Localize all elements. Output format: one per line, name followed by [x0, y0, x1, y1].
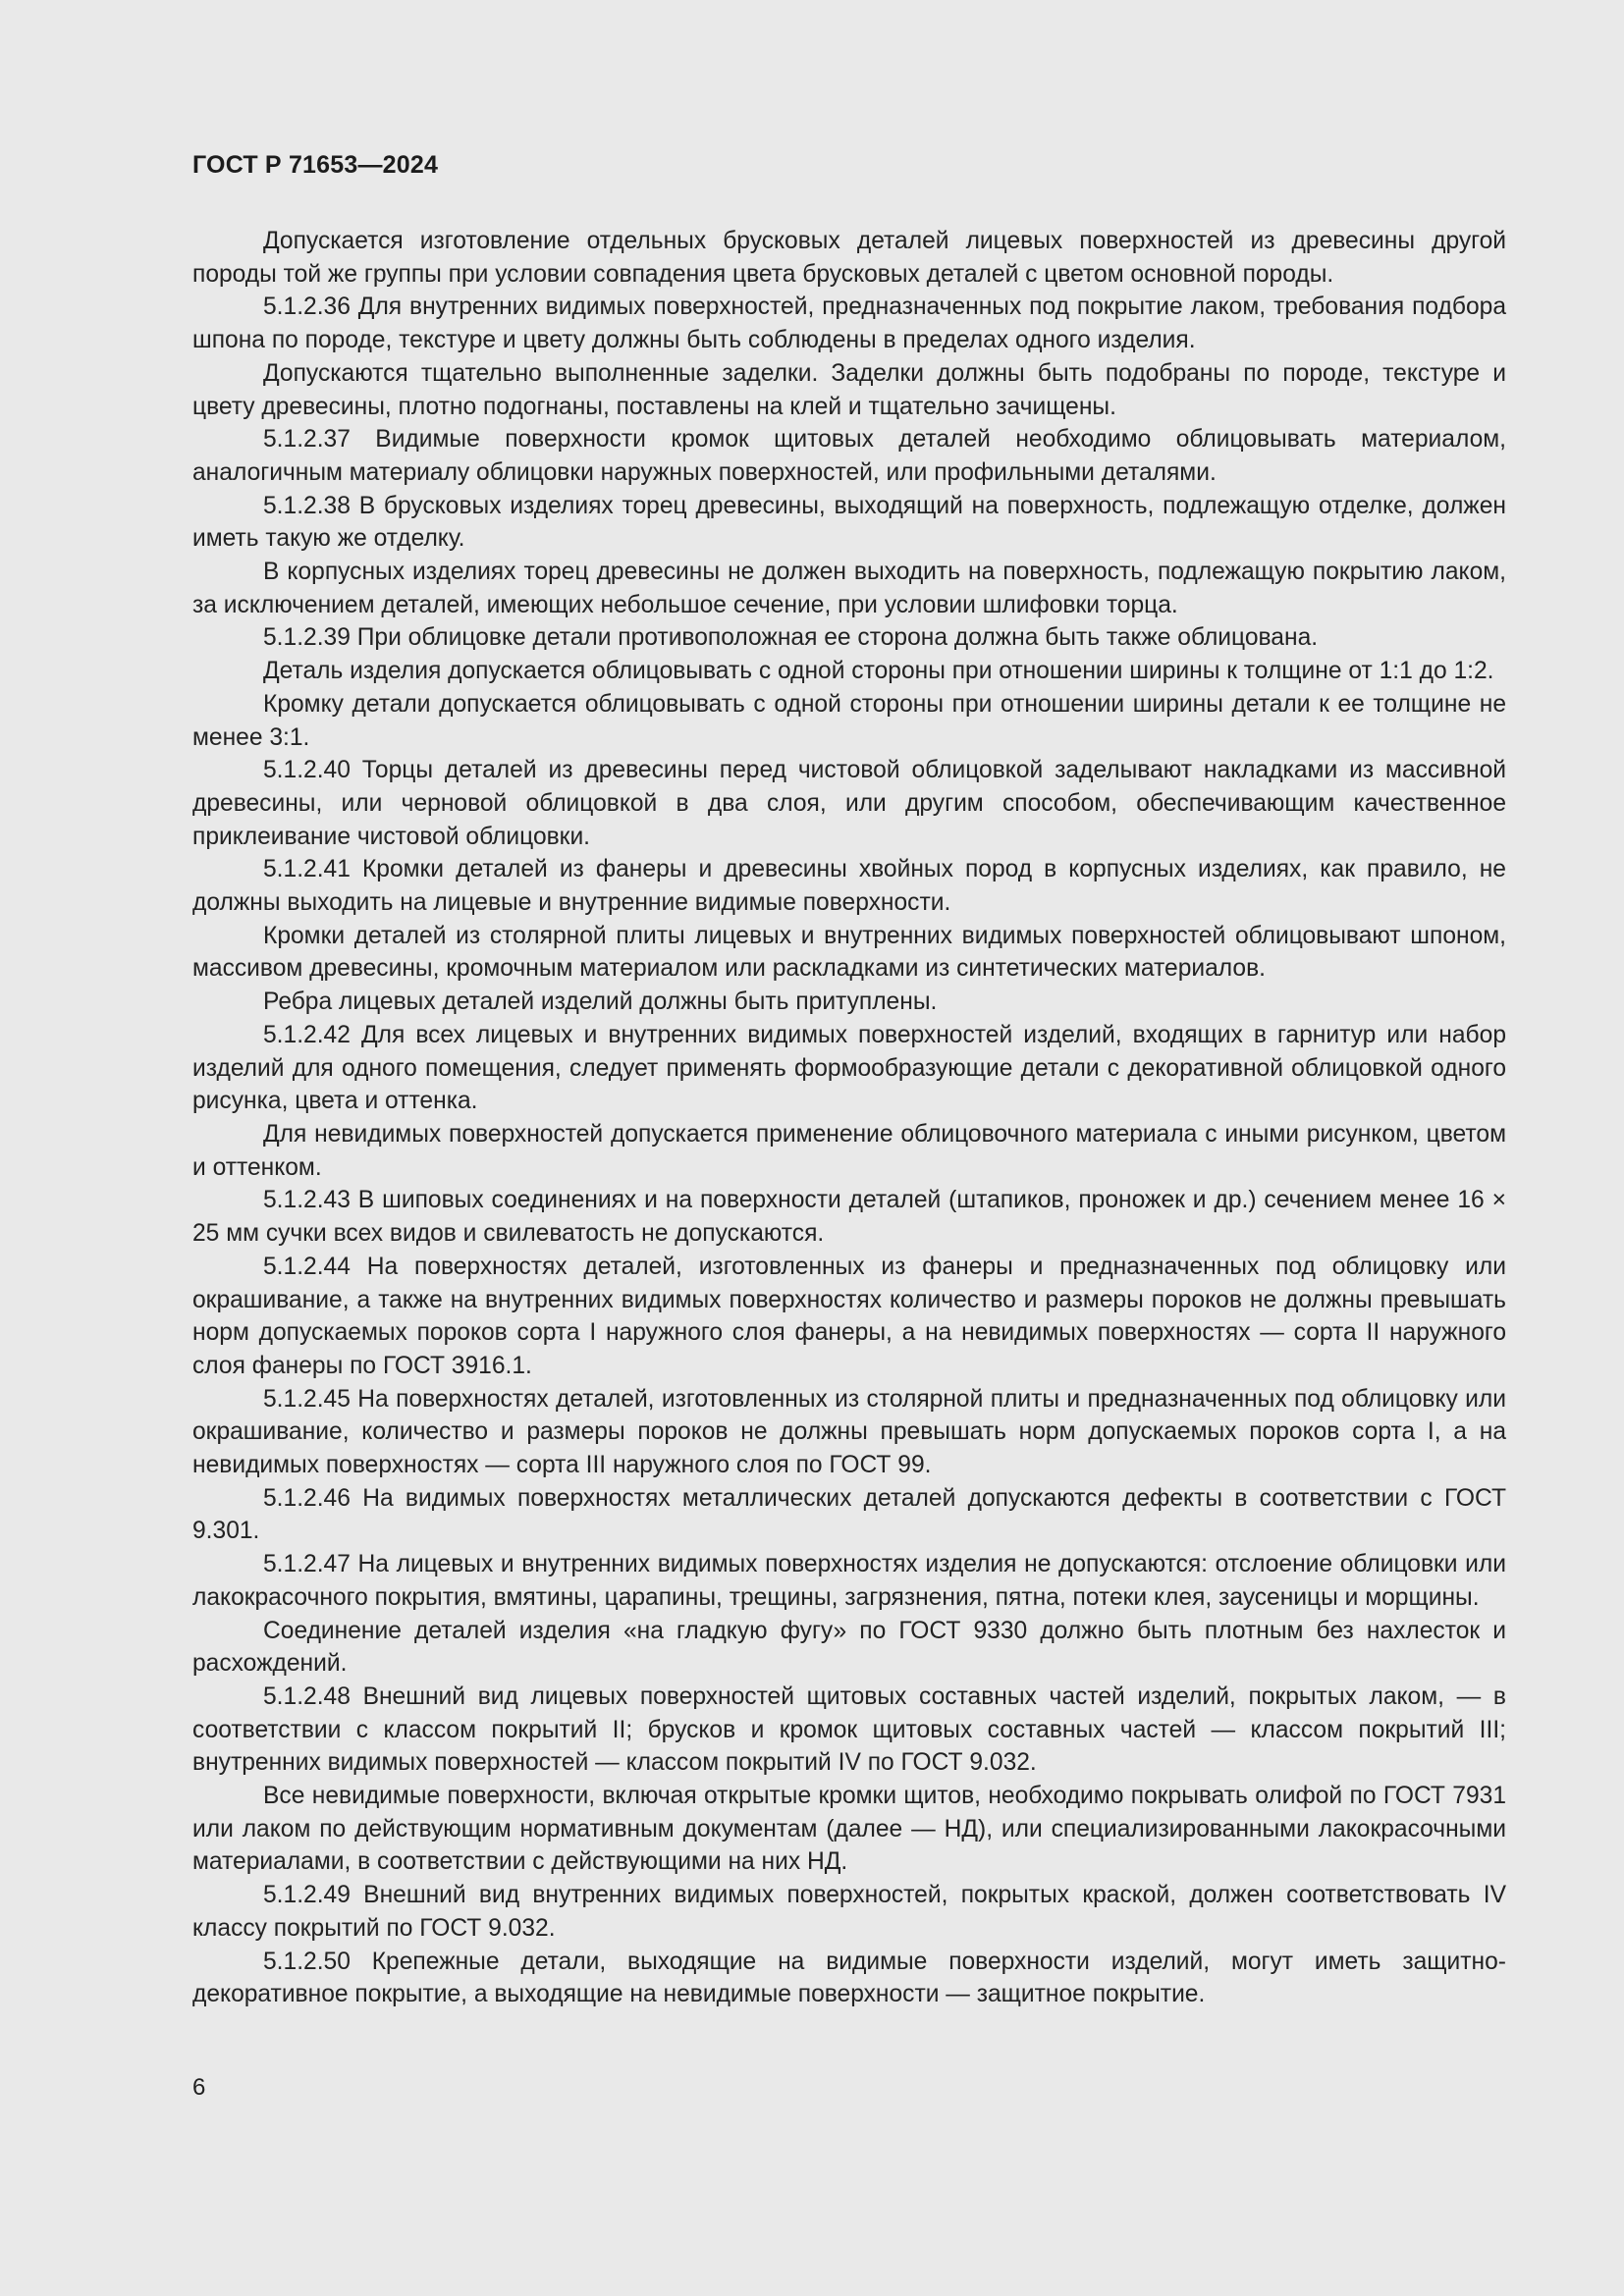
- paragraph: 5.1.2.43 В шиповых соединениях и на поверхности деталей (штапиков, проножек и др.) сечением менее 16 × 25 мм сучки всех видов и свилеватость не допускаются.: [192, 1187, 1506, 1248]
- paragraph: Допускаются тщательно выполненные заделки. Заделки должны быть подобраны по породе, текстуре и цвету древесины, плотно подогнаны, поставлены на клей и тщательно зачищены.: [192, 359, 1506, 420]
- paragraph: 5.1.2.44 На поверхностях деталей, изготовленных из фанеры и предназначенных под облицовку или окрашивание, а также на внутренних видимых поверхностях количество и размеры пороков не должны превышать норм допускаемых пороков сорта I наружного слоя фанеры, а на невидимых поверхностях — сорта II наружного слоя фанеры по ГОСТ 3916.1.: [192, 1253, 1506, 1379]
- document-body: [192, 225, 1506, 2011]
- paragraph: Для невидимых поверхностей допускается применение облицовочного материала с иными рисунком, цветом и оттенком.: [192, 1120, 1506, 1181]
- paragraph: 5.1.2.37 Видимые поверхности кромок щитовых деталей необходимо облицовывать материалом, аналогичным материалу облицовки наружных поверхностей, или профильными деталями.: [192, 426, 1506, 486]
- paragraph: 5.1.2.38 В брусковых изделиях торец древесины, выходящий на поверхность, подлежащую отделке, должен иметь такую же отделку.: [192, 492, 1506, 553]
- paragraph: 5.1.2.50 Крепежные детали, выходящие на видимые поверхности изделий, могут иметь защитно-декоративное покрытие, а выходящие на невидимые поверхности — защитное покрытие.: [192, 1948, 1506, 2008]
- paragraph: Ребра лицевых деталей изделий должны быть притуплены.: [263, 988, 938, 1016]
- paragraph: 5.1.2.46 На видимых поверхностях металлических деталей допускаются дефекты в соответствии с ГОСТ 9.301.: [192, 1484, 1506, 1545]
- paragraph: 5.1.2.47 На лицевых и внутренних видимых поверхностях изделия не допускаются: отслоение облицовки или лакокрасочного покрытия, вмятины, царапины, трещины, загрязнения, пятна, потеки клея, заусеницы и морщины.: [192, 1551, 1506, 1611]
- paragraph: 5.1.2.41 Кромки деталей из фанеры и древесины хвойных пород в корпусных изделиях, как правило, не должны выходить на лицевые и внутренние видимые поверхности.: [192, 856, 1506, 917]
- page-number: 6: [192, 2074, 206, 2101]
- paragraph: Соединение деталей изделия «на гладкую фугу» по ГОСТ 9330 должно быть плотным без нахлесток и расхождений.: [192, 1617, 1506, 1678]
- paragraph: Допускается изготовление отдельных брусковых деталей лицевых поверхностей из древесины другой породы той же группы при условии совпадения цвета брусковых деталей с цветом основной породы.: [192, 228, 1506, 288]
- paragraph: 5.1.2.40 Торцы деталей из древесины перед чистовой облицовкой заделывают накладками из массивной древесины, или черновой облицовкой в два слоя, или другим способом, обеспечивающим качественное приклеивание чистовой облицовки.: [192, 757, 1506, 850]
- paragraph: 5.1.2.42 Для всех лицевых и внутренних видимых поверхностей изделий, входящих в гарнитур или набор изделий для одного помещения, следует применять формообразующие детали с декоративной облицовкой одного рисунка, цвета и оттенка.: [192, 1021, 1506, 1115]
- document-header-id: ГОСТ Р 71653—2024: [192, 151, 439, 179]
- paragraph: 5.1.2.45 На поверхностях деталей, изготовленных из столярной плиты и предназначенных под облицовку или окрашивание, количество и размеры пороков не должны превышать норм допускаемых пороков сорта I, а на невидимых поверхностях — сорта III наружного слоя по ГОСТ 99.: [192, 1385, 1506, 1479]
- paragraph: 5.1.2.49 Внешний вид внутренних видимых поверхностей, покрытых краской, должен соответствовать IV классу покрытий по ГОСТ 9.032.: [192, 1882, 1506, 1942]
- paragraph: 5.1.2.36 Для внутренних видимых поверхностей, предназначенных под покрытие лаком, требования подбора шпона по породе, текстуре и цвету должны быть соблюдены в пределах одного изделия.: [192, 294, 1506, 354]
- paragraph: 5.1.2.39 При облицовке детали противоположная ее сторона должна быть также облицована.: [263, 624, 1319, 652]
- paragraph: Деталь изделия допускается облицовывать с одной стороны при отношении ширины к толщине от 1:1 до 1:2.: [263, 658, 1494, 685]
- paragraph: 5.1.2.48 Внешний вид лицевых поверхностей щитовых составных частей изделий, покрытых лаком, — в соответствии с классом покрытий II; брусков и кромок щитовых составных частей — классом покрытий III; внутренних видимых поверхностей — классом покрытий IV по ГОСТ 9.032.: [192, 1682, 1506, 1777]
- paragraph: В корпусных изделиях торец древесины не должен выходить на поверхность, подлежащую покрытию лаком, за исключением деталей, имеющих небольшое сечение, при условии шлифовки торца.: [192, 559, 1506, 618]
- paragraph: Кромку детали допускается облицовывать с одной стороны при отношении ширины детали к ее толщине не менее 3:1.: [192, 690, 1506, 751]
- paragraph: Все невидимые поверхности, включая открытые кромки щитов, необходимо покрывать олифой по ГОСТ 7931 или лаком по действующим нормативным документам (далее — НД), или специализированными лакокрасочными материалами, в соответствии с действующими на них НД.: [192, 1783, 1506, 1876]
- paragraph: Кромки деталей из столярной плиты лицевых и внутренних видимых поверхностей облицовывают шпоном, массивом древесины, кромочным материалом или раскладками из синтетических материалов.: [192, 922, 1506, 983]
